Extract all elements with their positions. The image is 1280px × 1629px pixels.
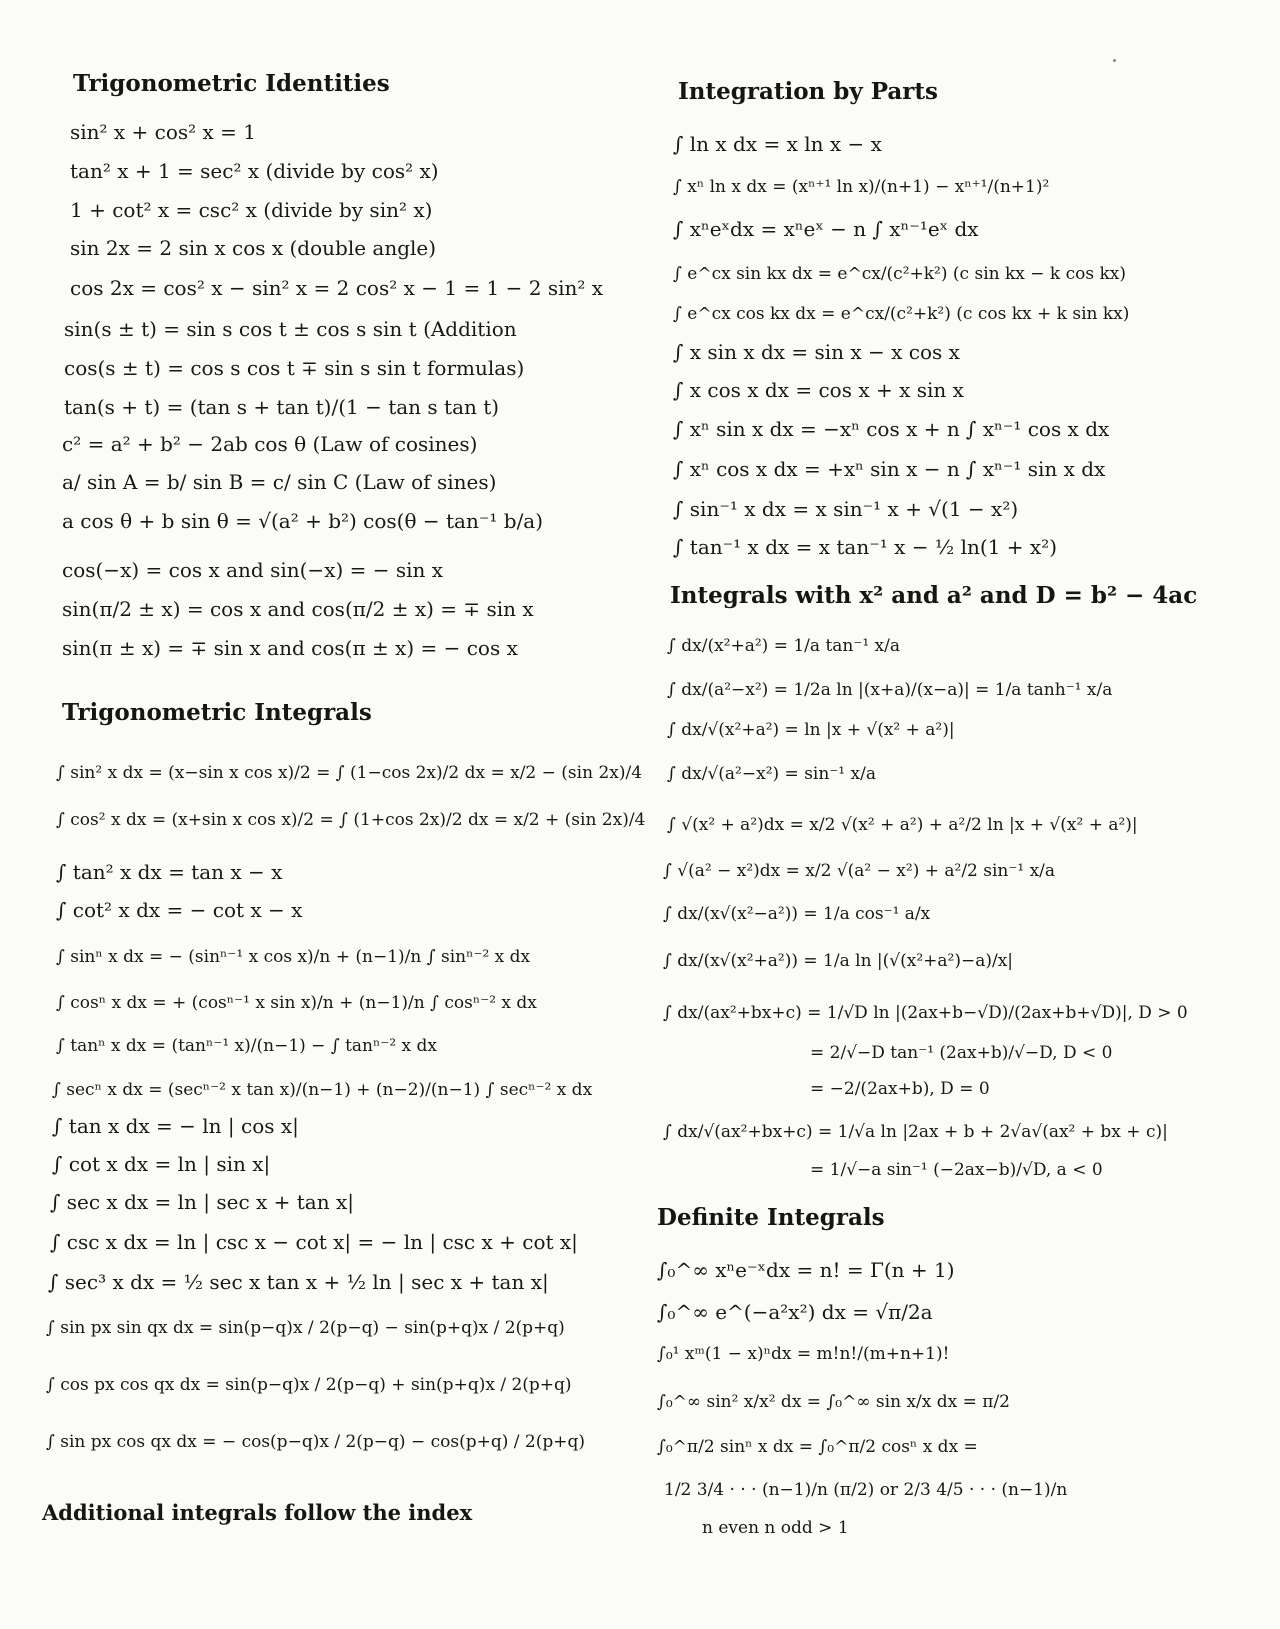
integral-line: ∫ cot x dx = ln | sin x| — [52, 1152, 271, 1176]
footer-note: Additional integrals follow the index — [42, 1500, 473, 1525]
parts-line: ∫ xⁿ sin x dx = −xⁿ cos x + n ∫ xⁿ⁻¹ cos x dx — [673, 417, 1110, 441]
x2-line: ∫ dx/√(x²+a²) = ln |x + √(x² + a²)| — [667, 720, 955, 740]
identity-line: sin(s ± t) = sin s cos t ± cos s sin t (Addition — [64, 317, 517, 341]
integral-line: ∫ cos² x dx = (x+sin x cos x)/2 = ∫ (1+cos 2x)/2 dx = x/2 + (sin 2x)/4 — [56, 810, 646, 830]
x2-line: ∫ dx/√(ax²+bx+c) = 1/√a ln |2ax + b + 2√a√(ax² + bx + c)| — [663, 1122, 1168, 1142]
identity-line: sin(π/2 ± x) = cos x and cos(π/2 ± x) = ∓ sin x — [62, 597, 534, 621]
definite-line: n even n odd > 1 — [702, 1518, 849, 1538]
parts-line: ∫ xⁿ ln x dx = (xⁿ⁺¹ ln x)/(n+1) − xⁿ⁺¹/(n+1)² — [673, 177, 1050, 197]
identity-line: 1 + cot² x = csc² x (divide by sin² x) — [70, 198, 433, 222]
trig-identities-heading: Trigonometric Identities — [73, 70, 390, 97]
identity-line: c² = a² + b² − 2ab cos θ (Law of cosines) — [62, 432, 478, 456]
parts-line: ∫ xⁿeˣdx = xⁿeˣ − n ∫ xⁿ⁻¹eˣ dx — [673, 217, 979, 241]
identity-line: sin² x + cos² x = 1 — [70, 120, 257, 144]
x2-line: = 1/√−a sin⁻¹ (−2ax−b)/√D, a < 0 — [810, 1160, 1103, 1180]
definite-line: 1/2 3/4 · · · (n−1)/n (π/2) or 2/3 4/5 · · · (n−1)/n — [664, 1480, 1068, 1500]
x2-line: ∫ dx/(a²−x²) = 1/2a ln |(x+a)/(x−a)| = 1/a tanh⁻¹ x/a — [667, 680, 1113, 700]
parts-line: ∫ e^cx sin kx dx = e^cx/(c²+k²) (c sin kx − k cos kx) — [673, 264, 1127, 284]
x2-line: ∫ dx/(ax²+bx+c) = 1/√D ln |(2ax+b−√D)/(2ax+b+√D)|, D > 0 — [663, 1003, 1188, 1023]
definite-line: ∫₀^∞ sin² x/x² dx = ∫₀^∞ sin x/x dx = π/2 — [657, 1392, 1010, 1412]
identity-line: a cos θ + b sin θ = √(a² + b²) cos(θ − tan⁻¹ b/a) — [62, 509, 544, 533]
integral-line: ∫ sec x dx = ln | sec x + tan x| — [50, 1190, 354, 1214]
identity-line: a/ sin A = b/ sin B = c/ sin C (Law of sines) — [62, 470, 497, 494]
x2-line: = −2/(2ax+b), D = 0 — [810, 1079, 990, 1099]
integral-line: ∫ tanⁿ x dx = (tanⁿ⁻¹ x)/(n−1) − ∫ tanⁿ⁻² x dx — [56, 1036, 437, 1056]
identity-line: cos(−x) = cos x and sin(−x) = − sin x — [62, 558, 444, 582]
integral-line: ∫ cos px cos qx dx = sin(p−q)x / 2(p−q) + sin(p+q)x / 2(p+q) — [46, 1375, 572, 1395]
parts-line: ∫ e^cx cos kx dx = e^cx/(c²+k²) (c cos kx + k sin kx) — [673, 304, 1130, 324]
integral-line: ∫ sinⁿ x dx = − (sinⁿ⁻¹ x cos x)/n + (n−1)/n ∫ sinⁿ⁻² x dx — [56, 947, 531, 967]
integral-line: ∫ sin px cos qx dx = − cos(p−q)x / 2(p−q) − cos(p+q) / 2(p+q) — [46, 1432, 585, 1452]
identity-line: tan(s + t) = (tan s + tan t)/(1 − tan s tan t) — [64, 395, 500, 419]
integral-line: ∫ sin² x dx = (x−sin x cos x)/2 = ∫ (1−cos 2x)/2 dx = x/2 − (sin 2x)/4 — [56, 763, 643, 783]
integral-line: ∫ cosⁿ x dx = + (cosⁿ⁻¹ x sin x)/n + (n−1)/n ∫ cosⁿ⁻² x dx — [56, 993, 537, 1013]
parts-line: ∫ x sin x dx = sin x − x cos x — [673, 340, 960, 364]
x2-line: ∫ √(a² − x²)dx = x/2 √(a² − x²) + a²/2 sin⁻¹ x/a — [663, 861, 1056, 881]
definite-line: ∫₀^∞ xⁿe⁻ˣdx = n! = Γ(n + 1) — [657, 1258, 955, 1282]
parts-line: ∫ xⁿ cos x dx = +xⁿ sin x − n ∫ xⁿ⁻¹ sin x dx — [673, 457, 1106, 481]
identity-line: cos 2x = cos² x − sin² x = 2 cos² x − 1 = 1 − 2 sin² x — [70, 276, 604, 300]
definite-line: ∫₀^∞ e^(−a²x²) dx = √π/2a — [657, 1300, 933, 1324]
identity-line: tan² x + 1 = sec² x (divide by cos² x) — [70, 159, 439, 183]
x2-line: ∫ dx/√(a²−x²) = sin⁻¹ x/a — [667, 764, 876, 784]
x2-line: = 2/√−D tan⁻¹ (2ax+b)/√−D, D < 0 — [810, 1043, 1113, 1063]
trig-integrals-heading: Trigonometric Integrals — [62, 699, 372, 726]
x2-line: ∫ dx/(x√(x²−a²)) = 1/a cos⁻¹ a/x — [663, 904, 931, 924]
integrals-x2-heading: Integrals with x² and a² and D = b² − 4ac — [670, 582, 1198, 609]
integral-line: ∫ tan x dx = − ln | cos x| — [52, 1114, 299, 1138]
x2-line: ∫ dx/(x²+a²) = 1/a tan⁻¹ x/a — [667, 636, 901, 656]
x2-line: ∫ √(x² + a²)dx = x/2 √(x² + a²) + a²/2 ln |x + √(x² + a²)| — [667, 815, 1138, 835]
integral-line: ∫ sec³ x dx = ½ sec x tan x + ½ ln | sec x + tan x| — [48, 1270, 549, 1294]
integral-line: ∫ cot² x dx = − cot x − x — [56, 898, 303, 922]
integration-by-parts-heading: Integration by Parts — [678, 78, 938, 105]
scan-speck — [1113, 59, 1116, 62]
definite-line: ∫₀¹ xᵐ(1 − x)ⁿdx = m!n!/(m+n+1)! — [657, 1344, 950, 1364]
integral-line: ∫ secⁿ x dx = (secⁿ⁻² x tan x)/(n−1) + (n−2)/(n−1) ∫ secⁿ⁻² x dx — [52, 1080, 593, 1100]
integral-line: ∫ sin px sin qx dx = sin(p−q)x / 2(p−q) − sin(p+q)x / 2(p+q) — [46, 1318, 565, 1338]
parts-line: ∫ ln x dx = x ln x − x — [673, 132, 882, 156]
parts-line: ∫ x cos x dx = cos x + x sin x — [673, 378, 964, 402]
definite-line: ∫₀^π/2 sinⁿ x dx = ∫₀^π/2 cosⁿ x dx = — [657, 1437, 978, 1457]
identity-line: sin(π ± x) = ∓ sin x and cos(π ± x) = − cos x — [62, 636, 518, 660]
integral-line: ∫ csc x dx = ln | csc x − cot x| = − ln | csc x + cot x| — [50, 1230, 578, 1254]
definite-integrals-heading: Definite Integrals — [657, 1204, 885, 1231]
parts-line: ∫ sin⁻¹ x dx = x sin⁻¹ x + √(1 − x²) — [673, 497, 1019, 521]
identity-line: cos(s ± t) = cos s cos t ∓ sin s sin t formulas) — [64, 356, 525, 380]
parts-line: ∫ tan⁻¹ x dx = x tan⁻¹ x − ½ ln(1 + x²) — [673, 535, 1058, 559]
x2-line: ∫ dx/(x√(x²+a²)) = 1/a ln |(√(x²+a²)−a)/x| — [663, 951, 1014, 971]
identity-line: sin 2x = 2 sin x cos x (double angle) — [70, 236, 437, 260]
integral-line: ∫ tan² x dx = tan x − x — [56, 860, 283, 884]
